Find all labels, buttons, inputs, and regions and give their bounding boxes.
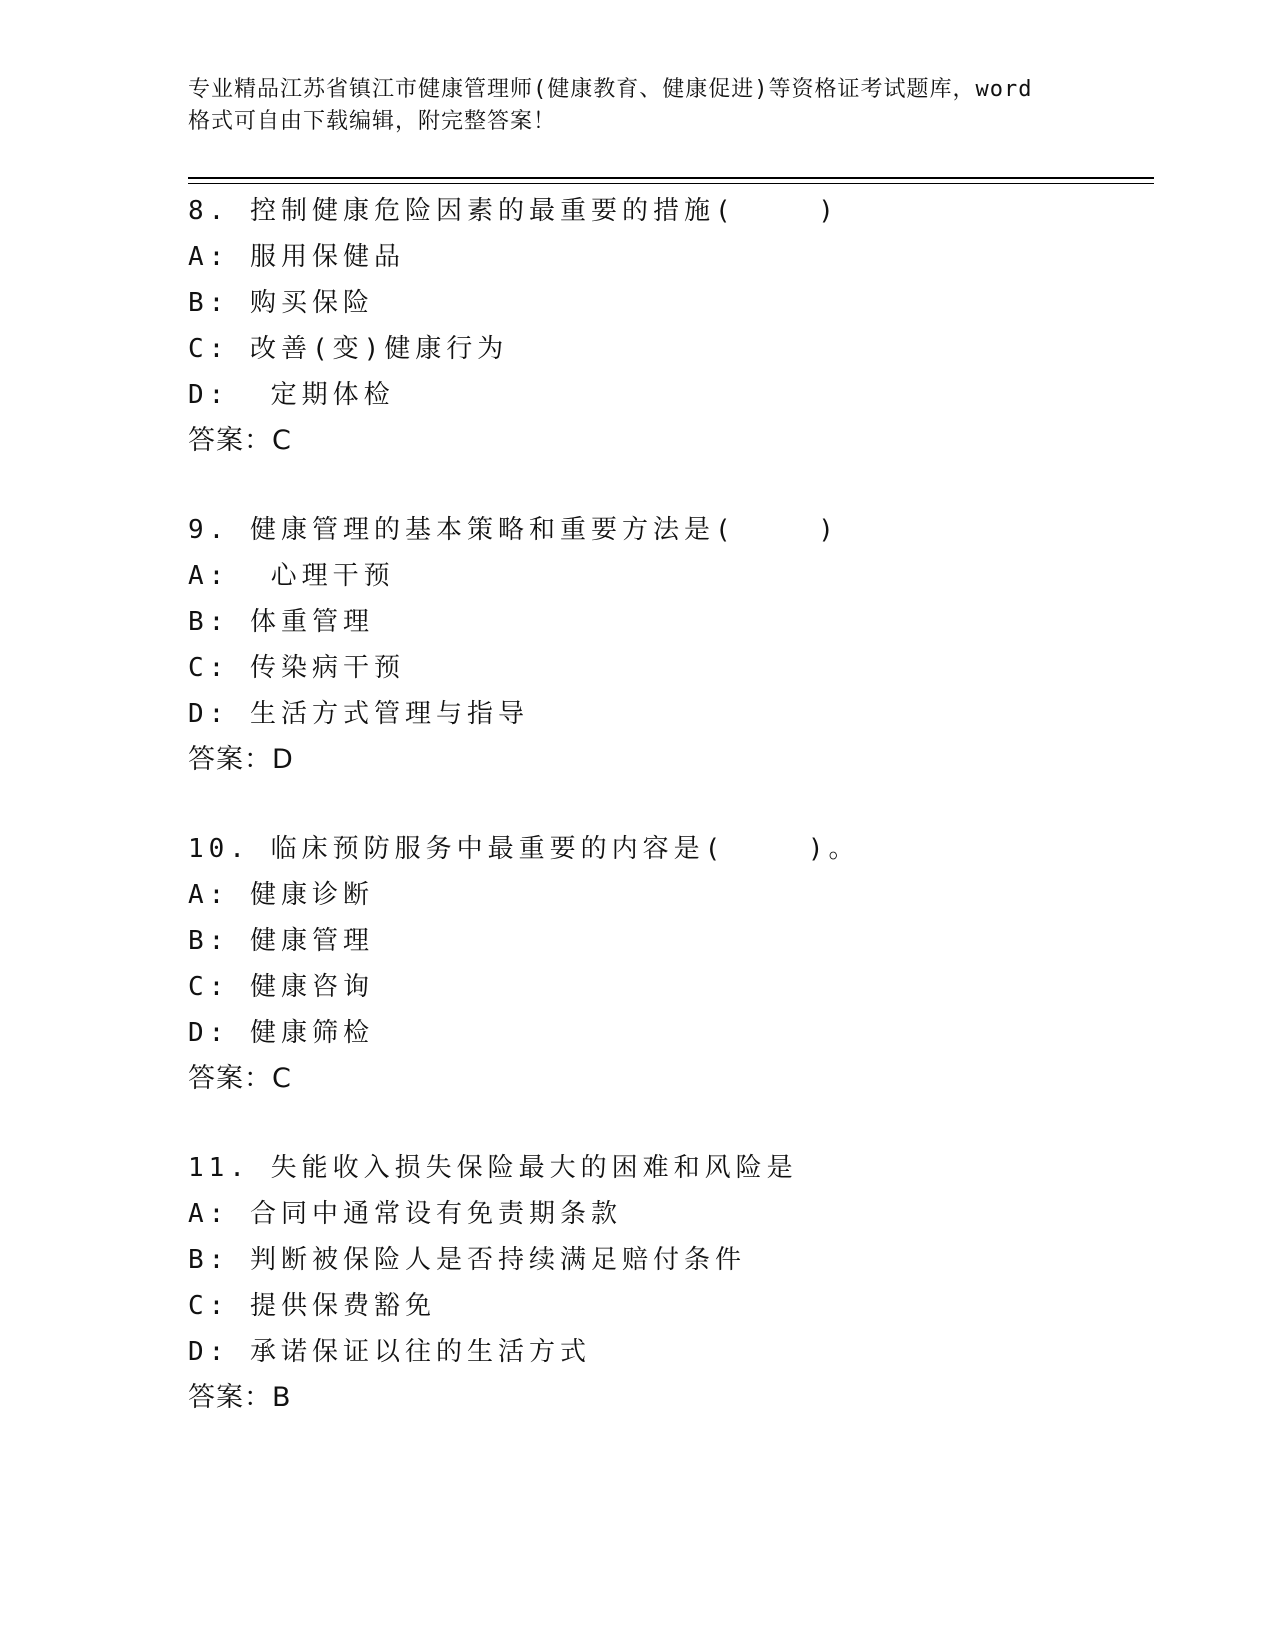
question-title: 10. 临床预防服务中最重要的内容是( )。 (188, 834, 860, 864)
question-block (188, 507, 1088, 783)
question-block (188, 188, 1088, 464)
header-divider-thick (188, 177, 1154, 179)
option-a: A: 合同中通常设有免责期条款 (188, 1199, 622, 1229)
header-line-1: 专业精品江苏省镇江市健康管理师(健康教育、健康促进)等资格证考试题库，word (188, 77, 1033, 102)
option-b: B: 健康管理 (188, 926, 374, 956)
option-a: A: 健康诊断 (188, 880, 374, 910)
option-c: C: 改善(变)健康行为 (188, 334, 509, 364)
option-c: C: 传染病干预 (188, 653, 405, 683)
option-d: D: 生活方式管理与指导 (188, 699, 529, 729)
document-header (188, 74, 1088, 138)
answer-line: 答案：C (188, 1063, 292, 1094)
option-b: B: 判断被保险人是否持续满足赔付条件 (188, 1245, 746, 1275)
question-block (188, 1145, 1088, 1421)
option-a: A: 服用保健品 (188, 242, 405, 272)
answer-line: 答案：B (188, 1382, 292, 1413)
question-block (188, 826, 1088, 1102)
option-c: C: 健康咨询 (188, 972, 374, 1002)
question-title: 11. 失能收入损失保险最大的困难和风险是 (188, 1153, 798, 1183)
answer-line: 答案：D (188, 744, 294, 775)
header-divider-thin (188, 183, 1154, 184)
option-c: C: 提供保费豁免 (188, 1291, 436, 1321)
option-a: A: 心理干预 (188, 561, 395, 591)
answer-line: 答案：C (188, 425, 292, 456)
option-b: B: 购买保险 (188, 288, 374, 318)
option-d: D: 承诺保证以往的生活方式 (188, 1337, 591, 1367)
option-d: D: 定期体检 (188, 380, 395, 410)
question-title: 9. 健康管理的基本策略和重要方法是( ) (188, 515, 839, 545)
question-title: 8. 控制健康危险因素的最重要的措施( ) (188, 196, 839, 226)
option-b: B: 体重管理 (188, 607, 374, 637)
header-line-2: 格式可自由下载编辑，附完整答案！ (188, 109, 557, 134)
option-d: D: 健康筛检 (188, 1018, 374, 1048)
